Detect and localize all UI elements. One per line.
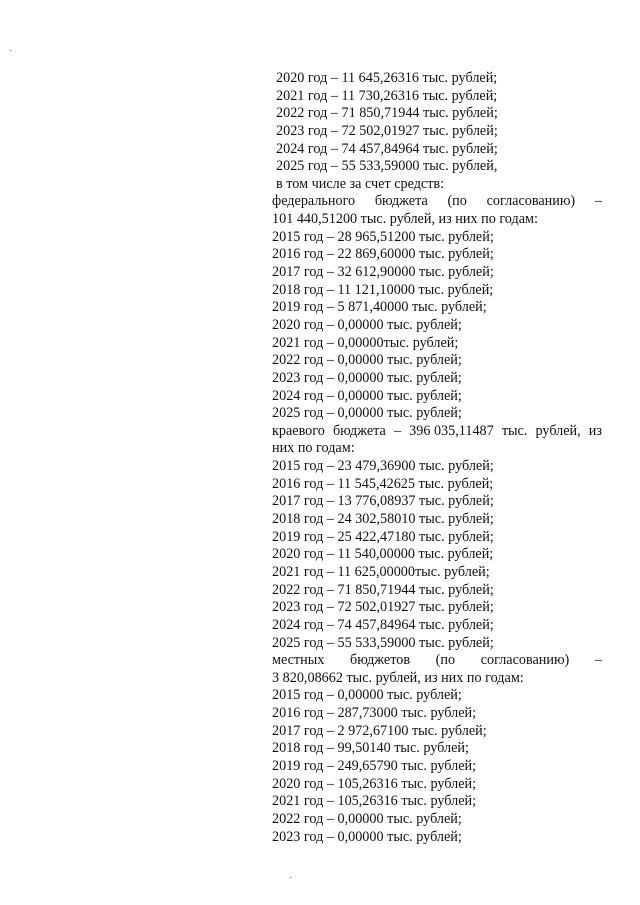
word: (по — [435, 652, 456, 669]
federal-total: 101 440,51200 тыс. рублей, из них по годам: — [272, 211, 538, 228]
federal-year-line: 2016 год – 22 869,60000 тыс. рублей; — [272, 246, 494, 263]
federal-year-line: 2019 год – 5 871,40000 тыс. рублей; — [272, 299, 487, 316]
word: – — [594, 652, 602, 669]
federal-heading — [272, 193, 602, 211]
local-year-line: 2023 год – 0,00000 тыс. рублей; — [272, 828, 462, 845]
regional-year-line: 2021 год – 11 625,00000тыс. рублей; — [272, 563, 490, 580]
word: федерального — [272, 193, 356, 210]
federal-year-line: 2023 год – 0,00000 тыс. рублей; — [272, 369, 462, 386]
text-line: 2021 год – 11 730,26316 тыс. рублей; — [276, 87, 498, 104]
word: бюджетов — [349, 652, 411, 669]
word: рублей, — [535, 422, 581, 439]
text-line: 2023 год – 72 502,01927 тыс. рублей; — [276, 122, 498, 139]
text-line: 2022 год – 71 850,71944 тыс. рублей; — [276, 105, 498, 122]
word: – — [594, 193, 602, 210]
text-line: 2025 год – 55 533,59000 тыс. рублей, — [276, 158, 498, 175]
local-year-line: 2016 год – 287,73000 тыс. рублей; — [272, 705, 477, 722]
federal-year-line: 2018 год – 11 121,10000 тыс. рублей; — [272, 281, 494, 298]
word: – — [393, 422, 402, 439]
word: согласованию) — [486, 193, 576, 210]
word: из — [588, 422, 602, 439]
federal-year-line: 2025 год – 0,00000 тыс. рублей; — [272, 405, 462, 422]
scan-speck — [290, 877, 291, 878]
local-heading — [272, 652, 602, 670]
word: согласованию) — [480, 652, 570, 669]
regional-year-line: 2024 год – 74 457,84964 тыс. рублей; — [272, 616, 494, 633]
local-year-line: 2020 год – 105,26316 тыс. рублей; — [272, 775, 477, 792]
federal-year-line: 2017 год – 32 612,90000 тыс. рублей; — [272, 264, 494, 281]
text-line: 2020 год – 11 645,26316 тыс. рублей; — [276, 70, 498, 86]
local-year-line: 2019 год – 249,65790 тыс. рублей; — [272, 757, 477, 774]
federal-year-line: 2024 год – 0,00000 тыс. рублей; — [272, 387, 462, 404]
funding-text — [272, 70, 602, 846]
word: 396 035,11487 — [409, 422, 494, 439]
local-year-line: 2022 год – 0,00000 тыс. рублей; — [272, 810, 462, 827]
federal-year-line: 2020 год – 0,00000 тыс. рублей; — [272, 316, 462, 333]
regional-year-line: 2018 год – 24 302,58010 тыс. рублей; — [272, 511, 494, 528]
regional-year-line: 2016 год – 11 545,42625 тыс. рублей; — [272, 475, 494, 492]
scan-speck — [10, 50, 11, 51]
federal-year-line: 2021 год – 0,00000тыс. рублей; — [272, 334, 459, 351]
word: бюджета — [374, 193, 428, 210]
regional-year-line: 2022 год – 71 850,71944 тыс. рублей; — [272, 581, 494, 598]
local-year-line: 2018 год – 99,50140 тыс. рублей; — [272, 740, 469, 757]
local-total: 3 820,08662 тыс. рублей, из них по годам: — [272, 669, 524, 686]
word: тыс. — [501, 422, 528, 439]
local-year-line: 2021 год – 105,26316 тыс. рублей; — [272, 793, 477, 810]
regional-year-line: 2020 год – 11 540,00000 тыс. рублей; — [272, 546, 494, 563]
local-year-line: 2015 год – 0,00000 тыс. рублей; — [272, 687, 462, 704]
word: местных — [272, 652, 325, 669]
regional-year-line: 2025 год – 55 533,59000 тыс. рублей; — [272, 634, 494, 651]
federal-year-line: 2015 год – 28 965,51200 тыс. рублей; — [272, 228, 494, 245]
regional-year-line: 2017 год – 13 776,08937 тыс. рублей; — [272, 493, 494, 510]
word: краевого — [272, 422, 325, 439]
subtitle-line: в том числе за счет средств: — [276, 175, 445, 192]
word: бюджета — [332, 422, 386, 439]
regional-year-line: 2019 год – 25 422,47180 тыс. рублей; — [272, 528, 494, 545]
federal-year-line: 2022 год – 0,00000 тыс. рублей; — [272, 352, 462, 369]
text-line: 2024 год – 74 457,84964 тыс. рублей; — [276, 140, 498, 157]
word: (по — [447, 193, 467, 210]
regional-year-line: 2015 год – 23 479,36900 тыс. рублей; — [272, 458, 494, 475]
regional-heading — [272, 423, 602, 441]
local-year-line: 2017 год – 2 972,67100 тыс. рублей; — [272, 722, 487, 739]
regional-year-line: 2023 год – 72 502,01927 тыс. рублей; — [272, 599, 494, 616]
regional-heading-cont: них по годам: — [272, 440, 355, 457]
